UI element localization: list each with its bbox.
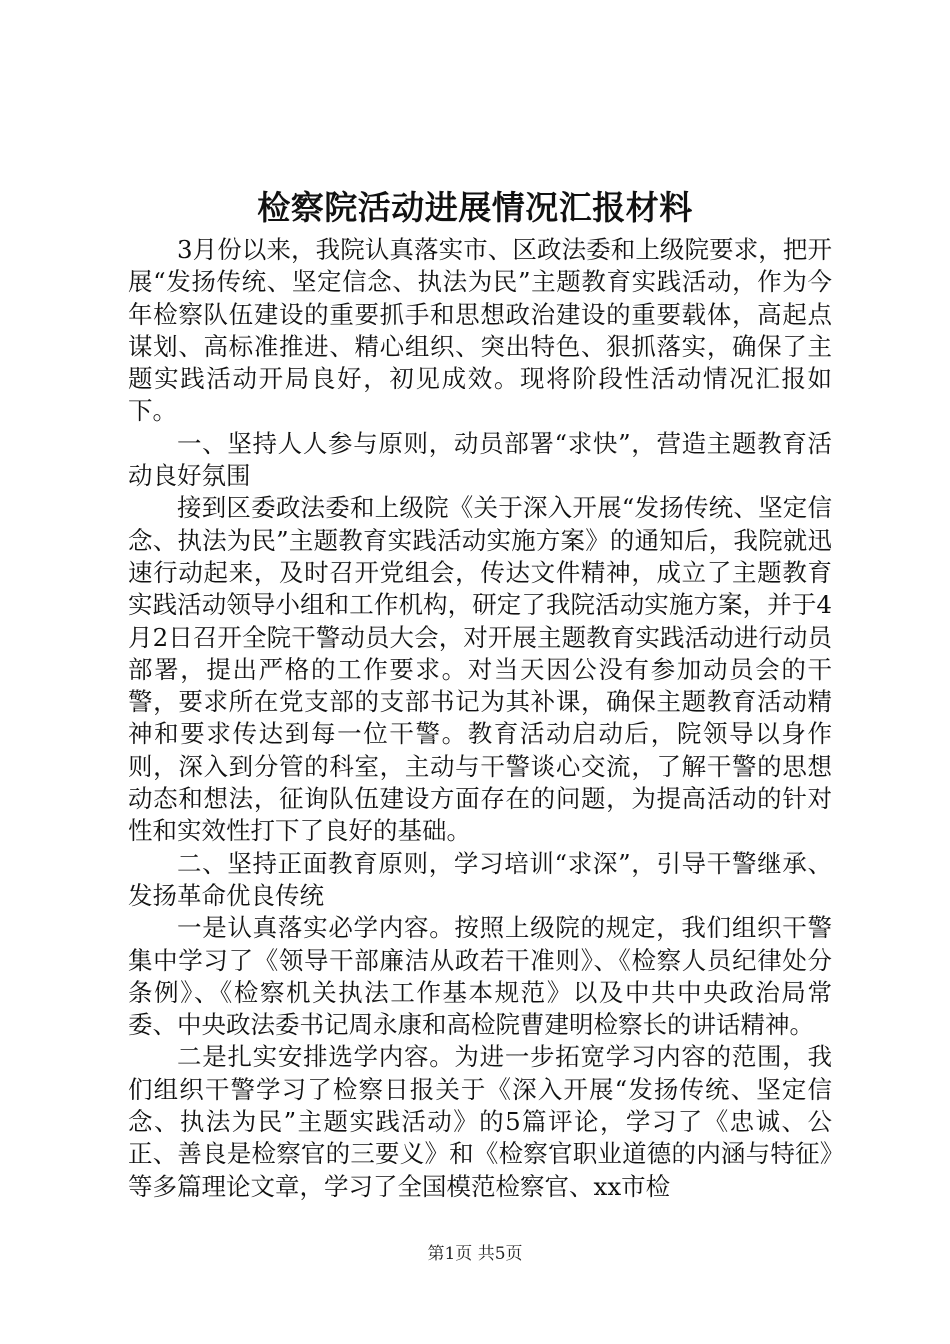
section-heading-1: 一、坚持人人参与原则，动员部署“求快”，营造主题教育活动良好氛围 [128, 428, 832, 491]
page-number-footer: 第1页 共5页 [427, 1244, 523, 1264]
paragraph-required-study: 一是认真落实必学内容。按照上级院的规定，我们组织干警集中学习了《领导干部廉洁从政若干准则》、《检察人员纪律处分条例》、《检察机关执法工作基本规范》以及中共中央政治局常委、中央政法委书记周永康和高检院曹建明检察长的讲话精神。 [128, 913, 832, 1040]
document-body [128, 234, 832, 1203]
document-title: 检察院活动进展情况汇报材料 [257, 188, 693, 227]
paragraph-section-1: 接到区委政法委和上级院《关于深入开展“发扬传统、坚定信念、执法为民”主题教育实践活动实施方案》的通知后，我院就迅速行动起来，及时召开党组会，传达文件精神，成立了主题教育实践活动领导小组和工作机构，研定了我院活动实施方案，并于4月2日召开全院干警动员大会，对开展主题教育实践活动进行动员部署，提出严格的工作要求。对当天因公没有参加动员会的干警，要求所在党支部的支部书记为其补课，确保主题教育活动精神和要求传达到每一位干警。教育活动启动后，院领导以身作则，深入到分管的科室，主动与干警谈心交流，了解干警的思想动态和想法，征询队伍建设方面存在的问题，为提高活动的针对性和实效性打下了良好的基础。 [128, 493, 832, 846]
section-heading-2: 二、坚持正面教育原则，学习培训“求深”，引导干警继承、发扬革命优良传统 [128, 848, 832, 910]
paragraph-intro: 3月份以来，我院认真落实市、区政法委和上级院要求，把开展“发扬传统、坚定信念、执法为民”主题教育实践活动，作为今年检察队伍建设的重要抓手和思想政治建设的重要载体，高起点谋划、高标准推进、精心组织、突出特色、狠抓落实，确保了主题实践活动开局良好，初见成效。现将阶段性活动情况汇报如下。 [128, 235, 832, 426]
paragraph-elective-study: 二是扎实安排选学内容。为进一步拓宽学习内容的范围，我们组织干警学习了检察日报关于《深入开展“发扬传统、坚定信念、执法为民”主题实践活动》的5篇评论，学习了《忠诚、公正、善良是检察官的三要义》和《检察官职业道德的内涵与特征》等多篇理论文章，学习了全国模范检察官、xx市检 [128, 1042, 832, 1201]
